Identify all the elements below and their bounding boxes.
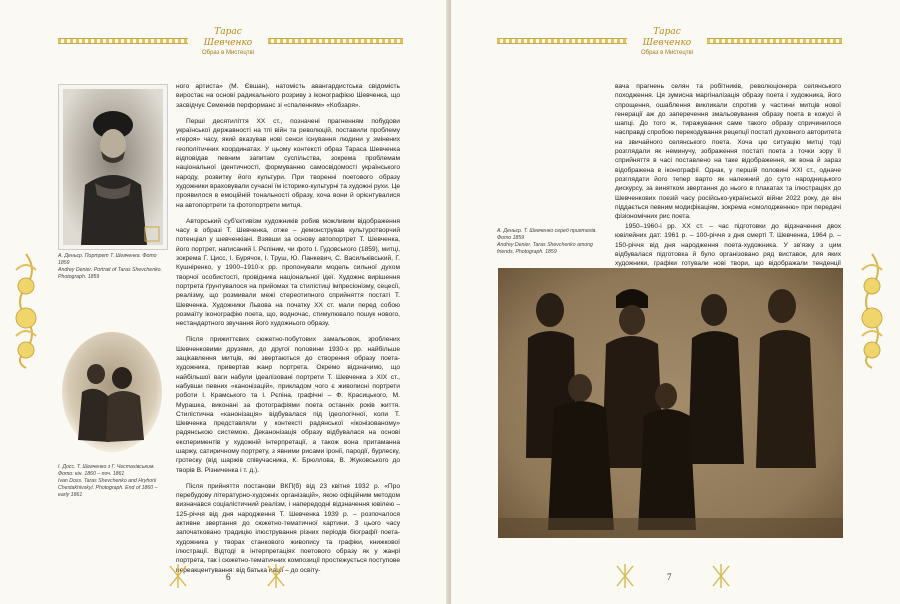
left-paragraph: Авторський суб'єктивізм художників робив можливим відображення часу в образі Т. Шевченка, отже – демонстрував культуротворчий потенціал у шевченкіані. Взявши за основу автопортрет Т. Шевченка, його портрет, написаний І. Рєпіним, чи фото І. Гудовського (1859), митці, зокрема Г. Цисс, І. Бурячок, І. Труш, Ю. Панкевич, С. Васильківський, Г. Кушнірeнко, у 1900–1910-х рр. пропонували модель сильної духом творчої особистості, провідника національної ідеї. Художнє вирішення портрета ґрунтувалося на прийомах та стилістиці імпресіонізму, сецесії, реалізму, що розмивали межі стереотипного сприйняття постаті Т. Шевченка. Художники Львова на початку ХХ ст. мали перед собою розмаїту іконографію поета, що, водночас, стимулювало пошук нового, нестандартного звучання його художнього образу. [176,217,400,328]
right-text-column-top [615,82,841,221]
group-photo-image [498,268,843,538]
right-paragraph: 1950–1960-і рр. ХХ ст. – час підготовки до відзначення двох ювілейних дат: 1961 р. – 100-річчя з дня смерті Т. Шевченка, 1964 р. – 150-річчя від дня народження поета-художника. У зв'язку з цим відбувалася підготовка й було організовано ряд виставок, для яких художники, графіки готували нові твори, що відображали тенденції [615,223,841,268]
portrait-photo [58,84,168,250]
right-paragraph: вача прагнень селян та робітників, революціонера селянського походження. Ця зумисна маргіналізація образу поета і художника, його спрощення, ошаблення викликали спротив у частини митців нової генерації аж до заперечення змальовування образу поета в кожусі й шапці. До того ж, тиражування саме такого образу спричинилося насправді спробою перекодування рецепції постаті духовного авторитета на звичайного селянського поета. Хоча цю ситуацію митці тоді розглядали як неминучу, зображення постаті поета з точки зору її сприйняття в часі поставлено на таке відображення, як вона й зараз відображена в іконографії. Однак, у першій половині ХХІ ст., одначе розглядати його тепер варто як належний до суто народницького дискурсу, за винятком звертання до нього в плакатах та ілюстраціях до Шевченкових поезій часу російсько-української війни 2022 року, де він піддається певним модифікаціям, зокрема «омолодженню» при передачі фізіономічних рис поета. [615,83,841,221]
header-subtitle: Образ в Мистецтві [640,50,694,56]
header-rule-right [707,38,842,44]
left-page [0,0,449,604]
right-page [451,0,900,604]
right-header [497,27,842,56]
left-paragraph: Після прижиттєвих сюжетно-побутових замальовок, зроблених Шевченковими друзями, до другої половини 1930-х рр. найбільше зацікавлення митців, які звертаються до створення образу поета-художника, привертав жанр портрета. Окремо відзначимо, що найбільшої ваги набули ідеалізовані портрети Т. Шевченка з ХІХ ст., набувши певних «канонізацій», прикладом чого є живописні портрети роботи І. Крамського та І. Рєпіна, графічні – Ф. Красицького, М. Мурашка, виконані за фотографіями поета останніх років життя. Стилістична «канонізація» відбувалася під ідеологічної, коли Т. Шевченка представляли у контексті радянської «іконізованому» радянською системою. Деканонізація образу відбувалася на основі експериментів у художній інтерпретації, а також вона притаманна шаржу, сатиричному портрету, з явними рисами іронії, пародії, бурлеску, гротеску (від шаржів співучасника, К. Брюллова, В. Жуковського до творів В. Різниченка і т. д.). [176,336,400,474]
left-footer-ornament [0,562,449,590]
header-rule-right [268,38,403,44]
left-paragraph: ного артиста» (М. Євшан), натомість авангардистська свідомість виростає на основі радикального розриву з іконографією Шевченка, що засвідчує Семенків перформанс зі «спаленням» «Кобзаря». [176,83,400,109]
header-subtitle: Образ в Мистецтві [201,50,255,56]
left-header [58,27,403,56]
right-page-number: 7 [667,572,672,582]
oval-photo [58,330,166,454]
header-brand: Тарас Шевченко [642,27,692,48]
left-page-number: 6 [226,572,231,582]
header-title [632,27,702,57]
group-photo [498,268,843,538]
right-side-ornament [854,250,890,370]
header-rule-left [497,38,627,44]
header-brand: Тарас Шевченко [203,27,253,48]
portrait-photo-image [59,85,167,249]
header-title [193,27,263,57]
left-side-ornament [8,250,44,370]
right-footer-ornament [451,562,900,590]
group-photo-caption: А. Деньєр. Т. Шевченко серед приятелів. Фото 1859 Andrey Denier. Taras Shevchenko among friends. Photograph. 1859 [497,228,597,255]
left-paragraph: Перші десятиліття ХХ ст., позначені прагненням побудови української державності на тлі війн та революцій, поставили проблему «героя» часу, який вказував нові сенси існування людини у змінених геополітичних координатах. У цьому контексті образ Тараса Шевченка відповідав певним запитам суспільства, зокрема проблемам національної ідентичності, формуванню самосвідомості українського народу, розвитку його культури. При творенні поетового образу художники враховували сучасні їм історико-культурні та художні рухи. Це проявилося в емоційній тональності образу, хоча вони й орієнтувалися на автопортрети та фотопортрети митця. [176,117,400,209]
oval-caption: І. Досс. Т. Шевченко з Г. Честахівським. Фото: кін. 1860 – поч. 1861 Ivan Doss. Taras Shevchenko and Hryhorii Chestakhivskyi. Photograph. End of 1860 – early 1861 [58,464,158,498]
header-rule-left [58,38,188,44]
oval-photo-image [58,330,166,454]
left-text-column [176,82,400,574]
portrait-caption: А. Деньєр. Портрет Т. Шевченка. Фото 1859 Andrey Denier. Portrait of Taras Shevchenko. Photograph. 1859 [58,253,162,280]
left-paragraph: Після прийняття постанови ВКП(б) від 23 квітня 1932 р. «Про перебудову літературно-художніх організацій», якою офіційним методом визначався соціалістичний реалізм, і напередодні відзначення ювілею – 125-річчя від дня народження Т. Шевченка 1939 р. – розпочалося активне звертання до сюжетно-тематичної картини. З цього часу започатковано традицію ілюстрування різних періодів біографії поета-художника у творах станкового живопису та графіки, книжкової ілюстрації. Відтоді в інтерпретаціях поетового образу як у жанрі портрета, так і сюжетно-тематичних композиції простежується поступове переакцентування: від батька нації – до освіту- [176,482,400,574]
